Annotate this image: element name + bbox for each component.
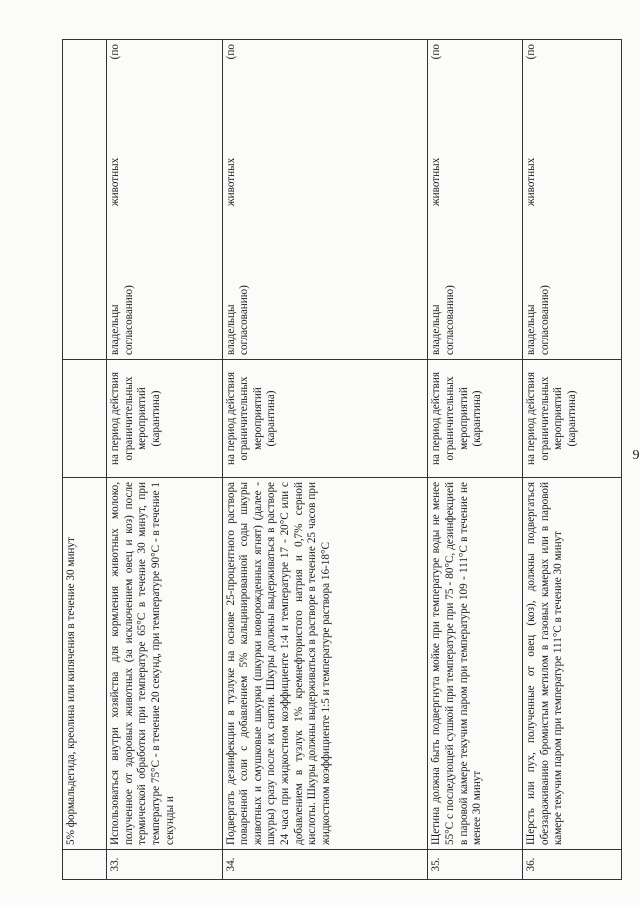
responsible-animals: животных — [224, 157, 237, 207]
responsible-cell — [523, 40, 622, 360]
row-number: 35. — [428, 850, 523, 880]
responsible-cell — [428, 40, 523, 360]
measure-text: Шерсть или пух, полученные от овец (коз), должны подвергаться обеззараживанию бромистым метилом в газовых камерах или в паровой камере текучим паром при температуре 111°С в течение 30 минут — [523, 478, 622, 850]
table-row-continuation — [63, 40, 107, 880]
table-row — [428, 40, 523, 880]
responsible-animals: животных — [430, 157, 443, 207]
measure-text: Щетина должна быть подвергнута мойке при температуре воды не менее 55°С с последующей сушкой при температуре при 75 - 80°С, дезинфекцией в паровой камере текучим паром при температуре 109 - 111°С в течение не менее 30 минут — [428, 478, 523, 850]
responsible-cell — [222, 40, 428, 360]
responsible-animals: животных — [109, 157, 122, 207]
row-number: 34. — [222, 850, 428, 880]
period-text: на период действия ограничительных мероприятий (карантина) — [107, 360, 222, 478]
responsible-owners: владельцы — [430, 304, 443, 355]
responsible-animals: животных — [525, 157, 538, 207]
responsible-owners: владельцы — [109, 304, 122, 355]
measures-table — [62, 39, 622, 880]
responsible-po: (по — [525, 44, 538, 60]
page-number: 9 — [632, 448, 640, 463]
period-text: на период действия ограничительных мероприятий (карантина) — [428, 360, 523, 478]
responsible-agreement: согласованию) — [238, 285, 251, 355]
responsible-owners: владельцы — [224, 304, 237, 355]
responsible-po: (по — [109, 44, 122, 60]
table-row — [107, 40, 222, 880]
responsible-po: (по — [224, 44, 237, 60]
responsible-agreement: согласованию) — [444, 285, 457, 355]
rotated-content — [62, 40, 640, 880]
row-number: 33. — [107, 850, 222, 880]
period-text: на период действия ограничительных мероприятий (карантина) — [222, 360, 428, 478]
period-text: на период действия ограничительных мероприятий (карантина) — [523, 360, 622, 478]
measure-text: Подвергать дезинфекции в тузлуке на основе 25-процентного раствора поваренной соли с добавлением 5% кальцинированной соды шкуры животных и смушковые шкурки (шкурки новорожденных ягнят) (далее - шкуры) сразу после их снятия. Шкуры должны выдерживаться в растворе 24 часа при жидкостном коэффициенте 1:4 и температуре 17 - 20°С или с добавлением в тузлук 1% кремнефтористого натрия и 0,7% серной кислоты. Шкуры должны выдерживаться в растворе в течение 25 часов при жидкостном коэффициенте 1:5 и температуре раствора 16-18°С — [222, 478, 428, 850]
row-number: 36. — [523, 850, 622, 880]
responsible-agreement: согласованию) — [122, 285, 135, 355]
responsible-cell — [107, 40, 222, 360]
measure-text: Использоваться внутри хозяйства для кормления животных молоко, полученное от здоровых животных (за исключением овец и коз) после термической обработки при температуре 65°С в течение 30 минут, при температуре 75°С - в течение 20 секунд, при температуре 90°С - в течение 1 секунды и — [107, 478, 222, 850]
table-row — [523, 40, 622, 880]
continuation-text: 5% формальдегида, креолина или кипячения в течение 30 минут — [63, 478, 107, 850]
responsible-agreement: согласованию) — [538, 285, 551, 355]
table-row — [222, 40, 428, 880]
responsible-owners: владельцы — [525, 304, 538, 355]
responsible-po: (по — [430, 44, 443, 60]
